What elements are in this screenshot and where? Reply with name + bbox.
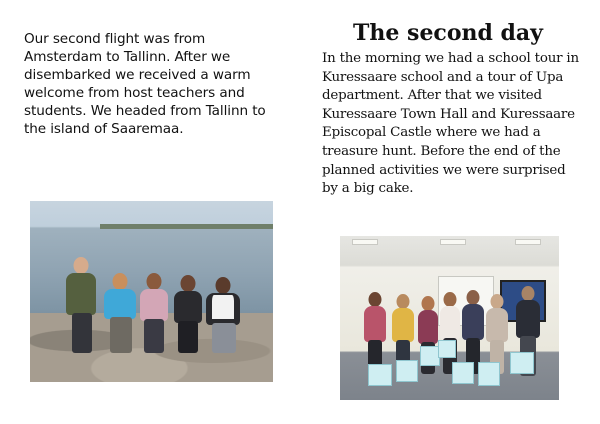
indoor-group-photo (340, 236, 559, 400)
second-day-paragraph: In the morning we had a school tour in Kuressaare school and a tour of Upa department. After that we visited Kuressaare Town Hall and Kuressaare Episcopal Castle where we had a treasure hunt. Before the end of the planned activities we were surprised by a big cake. (322, 51, 579, 197)
gift-bag (368, 364, 392, 386)
gift-bag (510, 352, 534, 374)
gift-bag (438, 340, 456, 358)
person-4 (174, 275, 202, 361)
person-2 (104, 273, 136, 359)
person-1 (66, 257, 96, 357)
flight-paragraph: Our second flight was from Amsterdam to Tallinn. After we disembarked we received a warm welcome from host teachers and students. We headed from Tallinn to the island of Saaremaa. (24, 31, 266, 137)
gift-bag (452, 362, 474, 384)
lakeside-group-photo (30, 201, 273, 382)
person-5 (206, 277, 240, 361)
person-3 (140, 273, 168, 359)
gift-bag (478, 362, 500, 386)
gift-bag (420, 346, 440, 366)
gift-bag (396, 360, 418, 382)
second-day-heading: The second day (353, 20, 543, 46)
distant-shoreline (100, 224, 273, 229)
